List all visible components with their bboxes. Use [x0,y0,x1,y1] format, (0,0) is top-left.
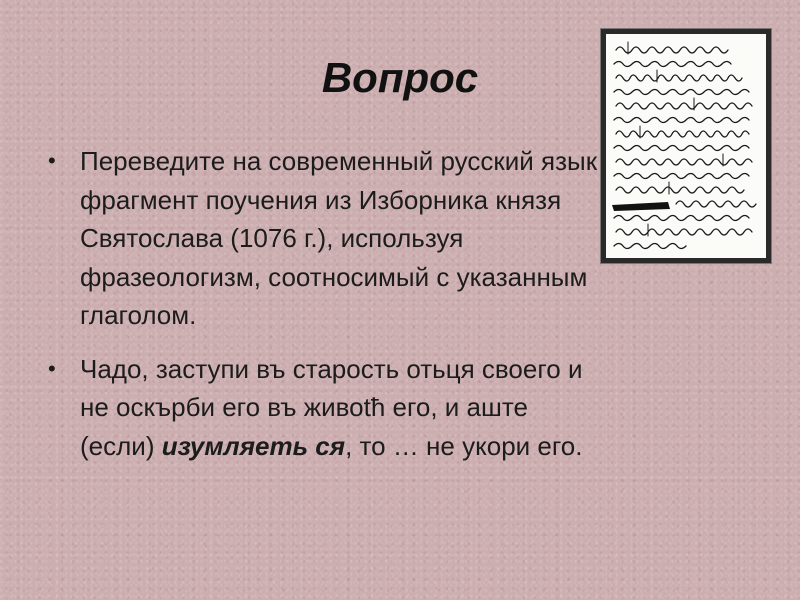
slide-title: Вопрос [321,54,479,101]
bullet-dot-icon: • [48,148,56,173]
quotation-text [80,350,602,466]
quotation-text-after: , то … не укори его. [345,430,583,461]
manuscript-page-icon [606,34,766,258]
bullet-item-quotation [48,350,608,466]
bullet-item-question [48,142,608,335]
question-text: Переведите на современный русский язык фрагмент поучения из Изборника князя Святослава (1076 г.), используя фразеологизм, соотносимый с указанным глаголом. [80,146,598,330]
bullet-list [48,142,608,465]
bullet-dot-icon: • [48,355,56,381]
manuscript-image [600,28,772,264]
quotation-text-before: Чадо, заступи въ старость отьця своего и не оскърби его въ живоtћ его, и аште (если) [80,353,583,461]
emphasized-verb: изумляеть ся [161,430,346,461]
